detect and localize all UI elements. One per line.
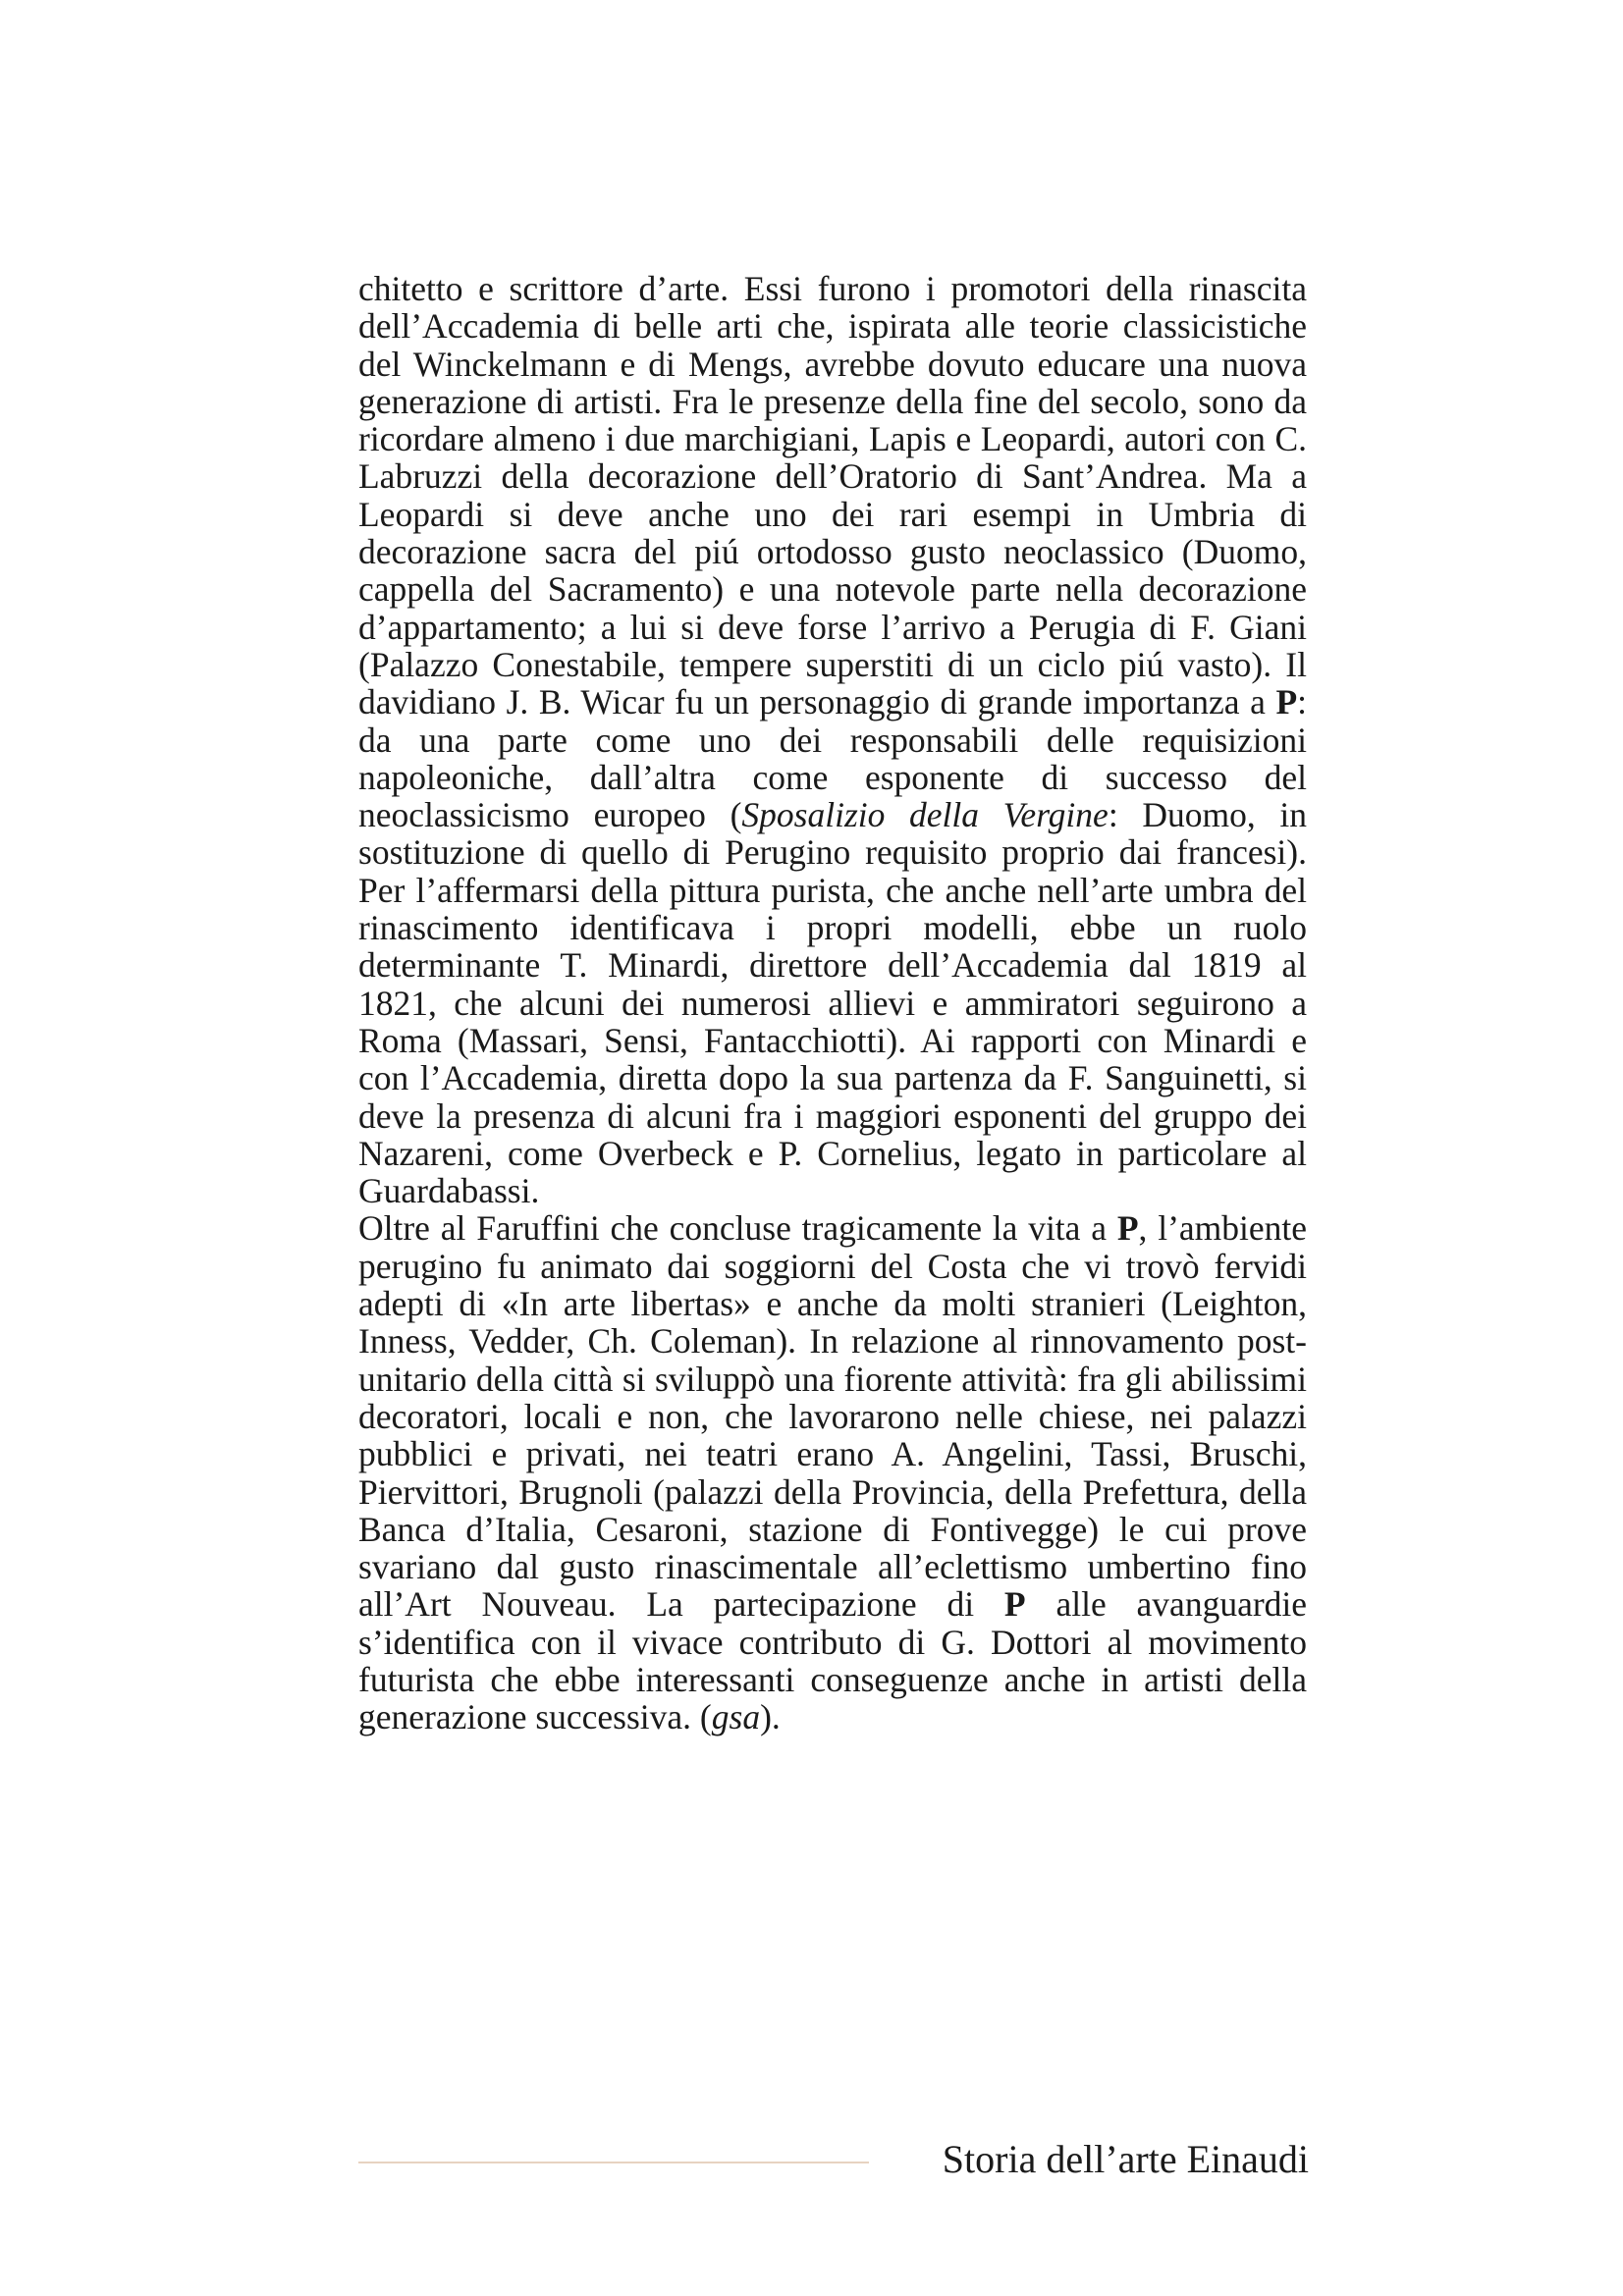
- footer-series-title: Storia dell’arte Einaudi: [942, 2137, 1309, 2181]
- body-text: [358, 270, 1307, 1736]
- paragraph: chitetto e scrittore d’arte. Essi furono i promotori della rinascita dell’Accademia di belle arti che, ispirata alle teorie classicistiche del Winckelmann e di Mengs, avrebbe dovuto educare una nuova generazione di artisti. Fra le presenze della fine del secolo, sono da ricordare almeno i due marchigiani, Lapis e Leopardi, autori con C. Labruzzi della decorazione dell’Oratorio di Sant’Andrea. Ma a Leopardi si deve anche uno dei rari esempi in Umbria di decorazione sacra del piú ortodosso gusto neoclassico (Duomo, cappella del Sacramento) e una notevole parte nella decorazione d’appartamento; a lui si deve forse l’arrivo a Perugia di F. Giani (Palazzo Conestabile, tempere superstiti di un ciclo piú vasto). Il davidiano J. B. Wicar fu un personaggio di grande importanza a P: da una parte come uno dei responsabili delle requisizioni napoleoniche, dall’altra come esponente di successo del neoclassicismo europeo (Sposalizio della Vergine: Duomo, in sostituzione di quello di Perugino requisito proprio dai francesi). Per l’affermarsi della pittura purista, che anche nell’arte umbra del rinascimento identificava i propri modelli, ebbe un ruolo determinante T. Minardi, direttore dell’Accademia dal 1819 al 1821, che alcuni dei numerosi allievi e ammiratori seguirono a Roma (Massari, Sensi, Fantacchiotti). Ai rapporti con Minardi e con l’Accademia, diretta dopo la sua partenza da F. Sanguinetti, si deve la presenza di alcuni fra i maggiori esponenti del gruppo dei Nazareni, come Overbeck e P. Cornelius, legato in particolare al Guardabassi.: [358, 269, 1307, 1211]
- paragraph: Oltre al Faruffini che concluse tragicamente la vita a P, l’ambiente perugino fu animato dai soggiorni del Costa che vi trovò fervidi adepti di «In arte libertas» e anche da molti stranieri (Leighton, Inness, Vedder, Ch. Coleman). In relazione al rinnovamento post-unitario della città si sviluppò una fiorente attività: fra gli abilissimi decoratori, locali e non, che lavorarono nelle chiese, nei palazzi pubblici e privati, nei teatri erano A. Angelini, Tassi, Bruschi, Piervittori, Brugnoli (palazzi della Provincia, della Prefettura, della Banca d’Italia, Cesaroni, stazione di Fontivegge) le cui prove svariano dal gusto rinascimentale all’eclettismo umbertino fino all’Art Nouveau. La partecipazione di P alle avanguardie s’identifica con il vivace contributo di G. Dottori al movimento futurista che ebbe interessanti conseguenze anche in artisti della generazione successiva. (gsa).: [358, 1208, 1308, 1737]
- footer-divider: [358, 2162, 869, 2163]
